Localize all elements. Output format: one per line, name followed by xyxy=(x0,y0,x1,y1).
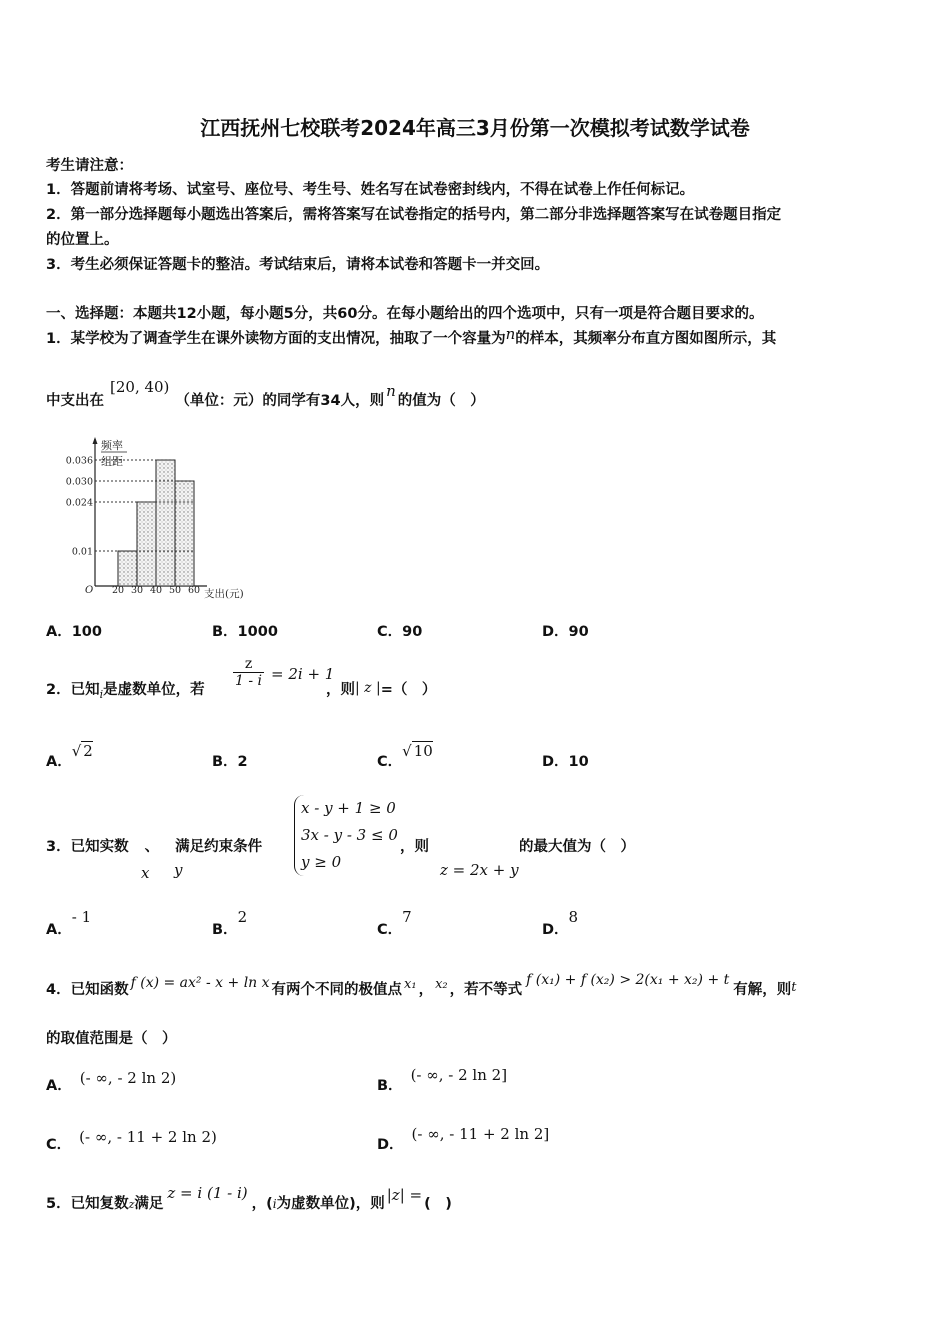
q3-option-d[interactable]: D．8 xyxy=(542,908,579,938)
q4-stem-line2: 的取值范围是（ ） xyxy=(46,1031,177,1047)
q2-tail: ，则| z |=（ ） xyxy=(326,680,437,698)
q3-var-y: y xyxy=(174,861,183,879)
q4-option-a[interactable]: A． (- ∞, - 2 ln 2) xyxy=(46,1069,177,1094)
notice-item: 3．考生必须保证答题卡的整洁。考试结束后，请将本试卷和答题卡一并交回。 xyxy=(46,257,550,273)
page-title: 江西抚州七校联考2024年高三3月份第一次模拟考试数学试卷 xyxy=(200,116,750,140)
histogram-bar xyxy=(137,502,156,586)
q1-option-c[interactable]: C．90 xyxy=(377,624,423,640)
histogram-bar xyxy=(175,481,194,586)
x-tick-label: 30 xyxy=(130,585,144,596)
histogram-chart xyxy=(55,435,265,600)
q4-option-c[interactable]: C． (- ∞, - 11 + 2 ln 2) xyxy=(46,1128,217,1153)
q3-option-a[interactable]: A．- 1 xyxy=(46,908,92,938)
x-tick-label: 60 xyxy=(187,585,201,596)
q1-option-d[interactable]: D．90 xyxy=(542,624,589,640)
notice-item: 1．答题前请将考场、试室号、座位号、考生号、姓名写在试卷密封线内，不得在试卷上作任何标记。 xyxy=(46,182,695,198)
q3-option-c[interactable]: C．7 xyxy=(377,908,412,938)
x-tick-label: 20 xyxy=(111,585,125,596)
x-tick-label: 40 xyxy=(149,585,163,596)
q3-stem: 3．已知实数 、 满足约束条件 xyxy=(46,839,263,855)
q3-then: ，则 xyxy=(400,839,429,855)
y-tick-label: 0.01 xyxy=(71,546,93,558)
q2-rhs: = 2i + 1 xyxy=(271,665,335,683)
q2-stem: 2．已知$_i$是虚数单位，若 xyxy=(46,682,205,701)
q1-option-a[interactable]: A．100 xyxy=(46,624,102,640)
q2-option-c[interactable]: C．√ 10 xyxy=(377,742,433,770)
q3-objective: z = 2x + y xyxy=(440,861,519,879)
q1-stem-line2: 中支出在[20, 40)（单位：元）的同学有34人，则n的值为（ ） xyxy=(46,378,485,409)
notice-heading: 考生请注意： xyxy=(46,158,133,174)
y-tick-label: 0.036 xyxy=(65,455,93,467)
q3-constraint-system: x - y + 1 ≥ 0 3x - y - 3 ≤ 0 y ≥ 0 xyxy=(294,795,398,876)
q2-fraction: $\frac{z}{1 - i}$ xyxy=(235,656,263,689)
q1-stem-line1: 1．某学校为了调查学生在课外读物方面的支出情况，抽取了一个容量为n的样本，其频率分布直方图如图所示，其 xyxy=(46,325,777,347)
y-label-bottom: 组距 xyxy=(101,455,123,468)
q3-var-x: x xyxy=(141,864,150,882)
origin-label: O xyxy=(85,585,94,596)
q2-option-d[interactable]: D．10 xyxy=(542,754,589,770)
q5-stem: 5．已知复数z满足z = i (1 - i)，(i为虚数单位)，则 |z| = ( ) xyxy=(46,1184,452,1212)
histogram-bar xyxy=(156,460,175,586)
q2-option-a[interactable]: A．√ 2 xyxy=(46,742,93,770)
notice-item: 的位置上。 xyxy=(46,232,119,248)
q3-question: 的最大值为（ ） xyxy=(519,839,635,855)
x-tick-label: 50 xyxy=(168,585,182,596)
section-heading: 一、选择题：本题共12小题，每小题5分，共60分。在每小题给出的四个选项中，只有一项是符合题目要求的。 xyxy=(46,306,764,322)
q4-option-b[interactable]: B．(- ∞, - 2 ln 2] xyxy=(377,1066,508,1094)
q1-option-b[interactable]: B．1000 xyxy=(212,624,278,640)
y-label-top: 频率 xyxy=(101,439,123,452)
q3-option-b[interactable]: B．2 xyxy=(212,908,248,938)
notice-item: 2．第一部分选择题每小题选出答案后，需将答案写在试卷指定的括号内，第二部分非选择题答案写在试卷题目指定 xyxy=(46,207,782,223)
q4-stem-line1: 4．已知函数 f (x) = ax² - x + ln x 有两个不同的极值点 x₁ ， x₂ ，若不等式f (x₁) + f (x₂) > 2(x₁ + x₂) + t有解，则t xyxy=(46,972,797,998)
histogram-bar xyxy=(118,551,137,586)
y-tick-label: 0.024 xyxy=(65,497,93,509)
y-tick-label: 0.030 xyxy=(65,476,93,488)
x-axis-label: 支出(元) xyxy=(204,588,244,600)
q2-option-b[interactable]: B．2 xyxy=(212,754,248,770)
q4-option-d[interactable]: D．(- ∞, - 11 + 2 ln 2] xyxy=(377,1125,550,1153)
